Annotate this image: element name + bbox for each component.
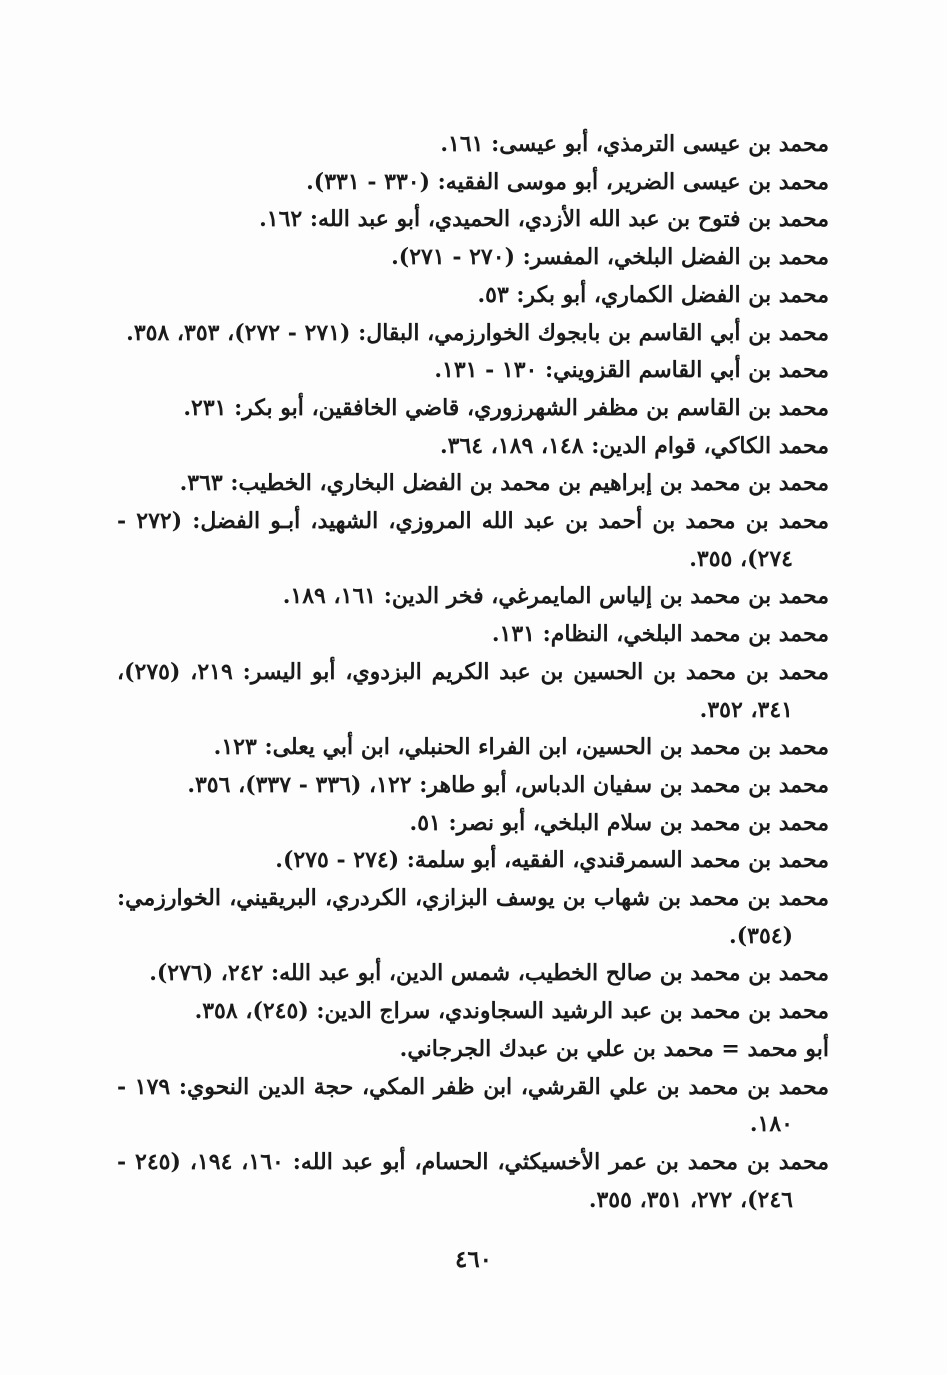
- index-entry: محمد بن محمد بن إلياس المايمرغي، فخر الدين: ١٦١، ١٨٩.: [282, 583, 829, 610]
- page-number: ٤٦٠: [454, 1246, 493, 1273]
- name-index-list: [117, 126, 829, 1219]
- index-entry: محمد بن الفضل البلخي، المفسر: (٢٧٠ - ٢٧١).: [391, 244, 829, 271]
- index-entry: أبو محمد = محمد بن علي بن عبدك الجرجاني.: [399, 1035, 829, 1062]
- index-entry: محمد بن محمد بن عمر الأخسيكثي، الحسام، أبو عبد الله: ١٦٠، ١٩٤، (٢٤٥ - ٢٤٦)، ٢٧٢، ٣٥١، ٣٥٥.: [117, 1148, 830, 1213]
- index-entry: محمد بن القاسم بن مظفر الشهرزوري، قاضي الخافقين، أبو بكر: ٢٣١.: [183, 394, 829, 421]
- index-entry: محمد الكاكي، قوام الدين: ١٤٨، ١٨٩، ٣٦٤.: [440, 432, 829, 459]
- index-entry: محمد بن محمد بن أحمد بن عبد الله المروزي، الشهيد، أبـو الفضل: (٢٧٢ - ٢٧٤)، ٣٥٥.: [117, 508, 829, 572]
- index-entry: محمد بن محمد بن علي القرشي، ابن ظفر المكي، حجة الدين النحوي: ١٧٩ - ١٨٠.: [117, 1073, 829, 1138]
- index-entry: محمد بن محمد بن عبد الرشيد السجاوندي، سراج الدين: (٢٤٥)، ٣٥٨.: [194, 998, 829, 1025]
- index-entry: محمد بن محمد بن الحسين بن عبد الكريم البزدوي، أبو اليسر: ٢١٩، (٢٧٥)، ٣٤١، ٣٥٢.: [117, 658, 829, 723]
- index-entry: محمد بن محمد بن شهاب بن يوسف البزازي، الكردري، البريقيني، الخوارزمي: (٣٥٤).: [117, 885, 829, 949]
- index-entry: محمد بن محمد السمرقندي، الفقيه، أبو سلمة: (٢٧٤ - ٢٧٥).: [275, 847, 829, 874]
- index-entry: محمد بن عيسى الترمذي، أبو عيسى: ١٦١.: [440, 131, 829, 157]
- index-entry: محمد بن محمد بن سلام البلخي، أبو نصر: ٥١.: [409, 809, 829, 836]
- index-entry: محمد بن محمد بن سفيان الدباس، أبو طاهر: ١٢٢، (٣٣٦ - ٣٣٧)، ٣٥٦.: [187, 771, 829, 798]
- index-entry: محمد بن أبي القاسم بن بابجوك الخوارزمي، البقال: (٢٧١ - ٢٧٢)، ٣٥٣، ٣٥٨.: [126, 319, 829, 346]
- index-entry: محمد بن عيسى الضرير، أبو موسى الفقيه: (٣٣٠ - ٣٣١).: [306, 168, 829, 195]
- index-entry: محمد بن محمد بن الحسين، ابن الفراء الحنبلي، ابن أبي يعلى: ١٢٣.: [213, 734, 829, 761]
- index-entry: محمد بن فتوح بن عبد الله الأزدي، الحميدي، أبو عبد الله: ١٦٢.: [259, 206, 829, 233]
- index-entry: محمد بن محمد البلخي، النظام: ١٣١.: [491, 621, 829, 648]
- index-entry: محمد بن أبي القاسم القزويني: ١٣٠ - ١٣١.: [434, 357, 829, 384]
- index-entry: محمد بن محمد بن إبراهيم بن محمد بن الفضل البخاري، الخطيب: ٣٦٣.: [179, 470, 829, 497]
- index-entry: محمد بن محمد بن صالح الخطيب، شمس الدين، أبو عبد الله: ٢٤٢، (٢٧٦).: [149, 960, 829, 987]
- index-entry: محمد بن الفضل الكماري، أبو بكر: ٥٣.: [477, 281, 829, 308]
